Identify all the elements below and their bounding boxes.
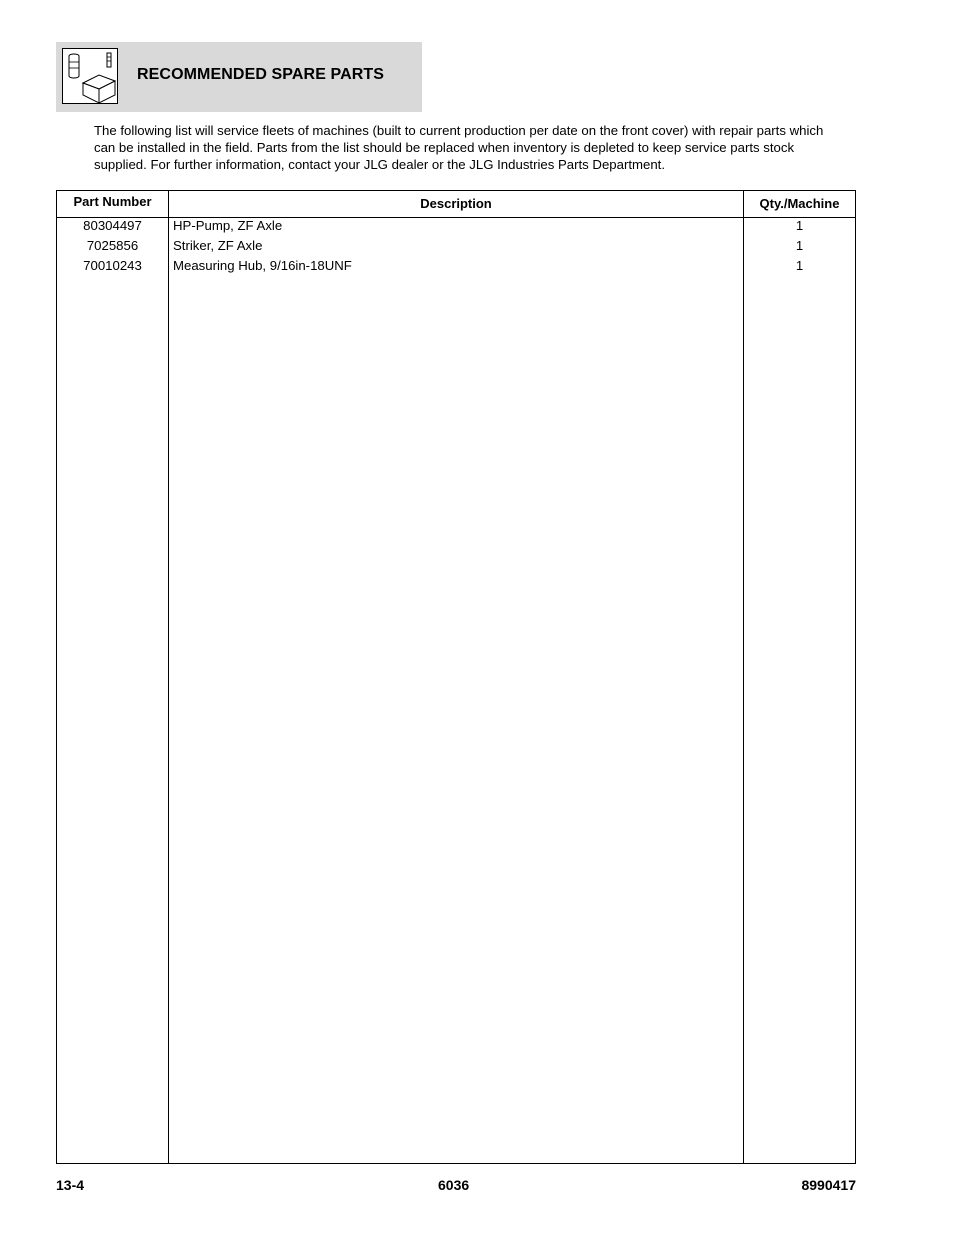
- column-header-description: Description: [420, 196, 492, 211]
- column-divider: [168, 191, 169, 1163]
- parts-table: [56, 190, 856, 1164]
- table-row-qty: 1: [795, 218, 804, 233]
- table-row-part-number: 70010243: [83, 258, 142, 273]
- table-row-part-number: 7025856: [86, 238, 139, 253]
- table-row-description: Striker, ZF Axle: [173, 238, 263, 253]
- footer-model-number: 6036: [438, 1177, 470, 1193]
- footer-manual-number: 8990417: [801, 1177, 856, 1193]
- table-row-qty: 1: [795, 238, 804, 253]
- spare-parts-icon-graphic: [63, 49, 119, 105]
- page-title: RECOMMENDED SPARE PARTS: [137, 66, 385, 83]
- column-divider: [743, 191, 744, 1163]
- column-header-part-number: Part Number: [73, 194, 152, 209]
- column-header-qty: Qty./Machine: [759, 196, 840, 211]
- spare-parts-icon: [62, 48, 118, 104]
- intro-paragraph: The following list will service fleets of machines (built to current production per date on the front cover) with repair parts which can be installed in the field. Parts from the list should be replaced when inventory is depleted to keep service parts stock supplied. For further information, contact your JLG dealer or the JLG Industries Parts Department.: [94, 123, 824, 172]
- table-row-part-number: 80304497: [83, 218, 142, 233]
- footer-page-number: 13-4: [56, 1177, 85, 1193]
- table-row-description: Measuring Hub, 9/16in-18UNF: [173, 258, 352, 273]
- table-row-qty: 1: [795, 258, 804, 273]
- table-row-description: HP-Pump, ZF Axle: [173, 218, 283, 233]
